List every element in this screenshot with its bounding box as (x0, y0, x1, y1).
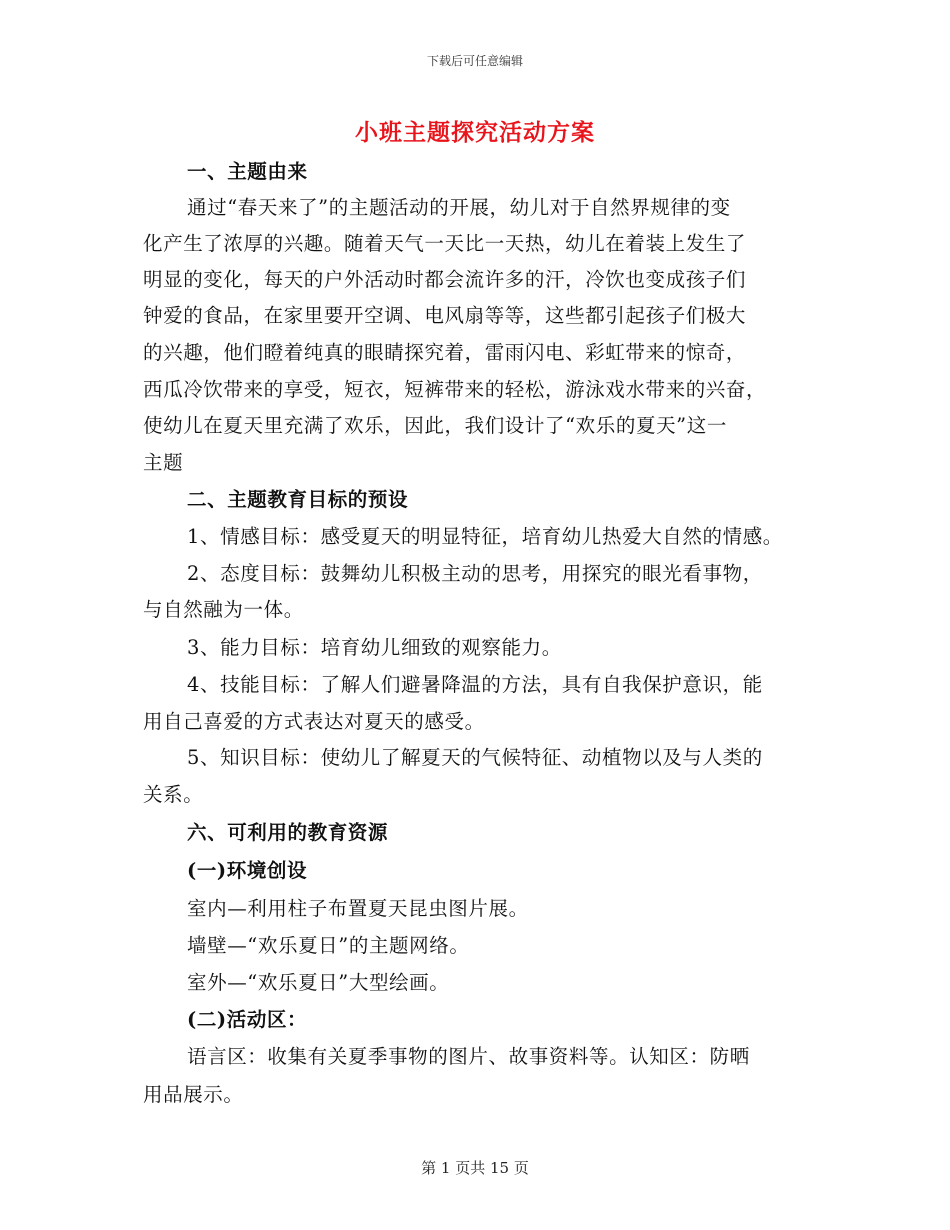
page-header: 下载后可任意编辑 (426, 54, 523, 68)
body-line: 室内—利用柱子布置夏天昆虫图片展。 (187, 897, 529, 920)
body-line: 使幼儿在夏天里充满了欢乐，因此，我们设计了“欢乐的夏天”这一 (143, 414, 727, 437)
section-heading: 一、主题由来 (187, 160, 308, 183)
body-line: 1、情感目标：感受夏天的明显特征，培育幼儿热爱大自然的情感。 (187, 525, 783, 548)
section-heading: (一)环境创设 (187, 859, 308, 882)
body-line: 5、知识目标：使幼儿了解夏天的气候特征、动植物以及与人类的 (187, 746, 763, 769)
body-line: 通过“春天来了”的主题活动的开展，幼儿对于自然界规律的变 (187, 196, 731, 219)
document-title: 小班主题探究活动方案 (355, 119, 595, 146)
body-line: 语言区：收集有关夏季事物的图片、故事资料等。认知区：防晒 (187, 1045, 750, 1068)
body-line: 钟爱的食品，在家里要开空调、电风扇等等，这些都引起孩子们极大 (143, 304, 747, 327)
body-line: 4、技能目标：了解人们避暑降温的方法，具有自我保护意识，能 (187, 673, 763, 696)
body-line: 的兴趣，他们瞪着纯真的眼睛探究着，雷雨闪电、彩虹带来的惊奇， (143, 341, 747, 364)
body-line: 用自己喜爱的方式表达对夏天的感受。 (143, 710, 485, 733)
body-line: 西瓜冷饮带来的享受，短衣，短裤带来的轻松，游泳戏水带来的兴奋， (143, 378, 767, 401)
body-line: 2、态度目标：鼓舞幼儿积极主动的思考，用探究的眼光看事物， (187, 562, 763, 585)
body-line: 用品展示。 (143, 1083, 244, 1106)
body-line: 与自然融为一体。 (143, 598, 304, 621)
section-heading: (二)活动区： (187, 1008, 308, 1031)
body-line: 室外—“欢乐夏日”大型绘画。 (187, 971, 450, 994)
body-line: 墙壁—“欢乐夏日”的主题网络。 (187, 934, 470, 957)
section-heading: 六、可利用的教育资源 (187, 821, 389, 844)
body-line: 3、能力目标：培育幼儿细致的观察能力。 (187, 636, 562, 659)
section-heading: 二、主题教育目标的预设 (187, 488, 409, 511)
body-line: 化产生了浓厚的兴趣。随着天气一天比一天热，幼儿在着装上发生了 (143, 232, 747, 255)
body-line: 主题 (143, 451, 184, 474)
body-line: 明显的变化，每天的户外活动时都会流许多的汗，冷饮也变成孩子们 (143, 268, 747, 291)
body-line: 关系。 (143, 783, 204, 806)
page-footer: 第 1 页共 15 页 (421, 1159, 529, 1177)
